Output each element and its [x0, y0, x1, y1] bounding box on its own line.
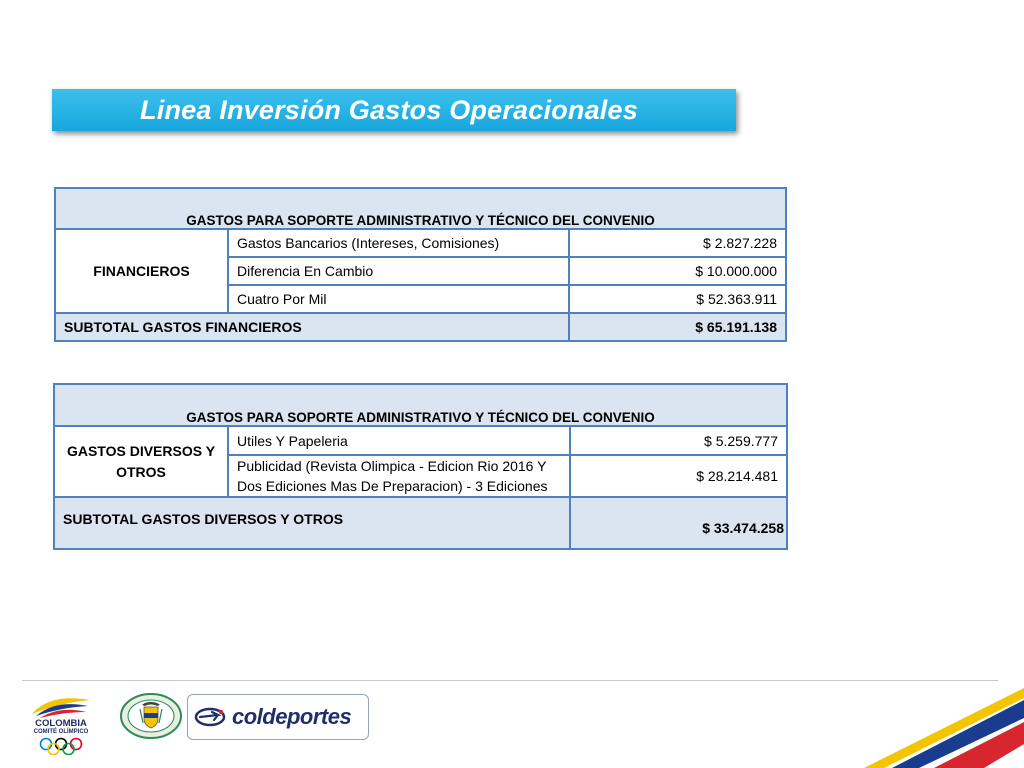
diversos-table	[53, 383, 788, 550]
table-header: GASTOS PARA SOPORTE ADMINISTRATIVO Y TÉCNICO DEL CONVENIO	[54, 384, 787, 426]
subtotal-row	[55, 313, 786, 341]
subtotal-label: SUBTOTAL GASTOS FINANCIEROS	[55, 313, 569, 341]
description-cell: Publicidad (Revista Olimpica - Edicion Rio 2016 Y Dos Ediciones Mas De Preparacion) - 3 Ediciones	[228, 455, 570, 497]
description-cell: Gastos Bancarios (Intereses, Comisiones)	[228, 229, 569, 257]
value-cell: $ 5.259.777	[570, 426, 787, 455]
olympic-rings-icon	[38, 737, 84, 755]
subtotal-value: $ 65.191.138	[569, 313, 786, 341]
value-cell: $ 2.827.228	[569, 229, 786, 257]
brand-name: coldeportes	[232, 704, 352, 729]
table-row	[55, 229, 786, 257]
coat-of-arms-icon	[120, 693, 182, 739]
financieros-table	[54, 187, 787, 342]
footer-divider	[22, 680, 998, 681]
description-cell: Utiles Y Papeleria	[228, 426, 570, 455]
category-cell: FINANCIEROS	[55, 229, 228, 313]
description-cell: Diferencia En Cambio	[228, 257, 569, 285]
table-row	[54, 426, 787, 455]
value-cell: $ 10.000.000	[569, 257, 786, 285]
tricolor-stripe	[824, 688, 1024, 768]
slide-title: Linea Inversión Gastos Operacionales	[140, 94, 638, 125]
table-header: GASTOS PARA SOPORTE ADMINISTRATIVO Y TÉCNICO DEL CONVENIO	[55, 188, 786, 229]
flame-icon	[26, 694, 96, 718]
runner-icon	[194, 706, 228, 728]
subtotal-value: $ 33.474.258	[570, 497, 787, 549]
comite-olimpico-logo	[26, 694, 96, 756]
republica-colombia-seal	[120, 693, 182, 739]
value-cell: $ 28.214.481	[570, 455, 787, 497]
title-banner	[52, 89, 736, 131]
description-cell: Cuatro Por Mil	[228, 285, 569, 313]
coldeportes-logo	[187, 694, 369, 740]
value-cell: $ 52.363.911	[569, 285, 786, 313]
subtotal-label: SUBTOTAL GASTOS DIVERSOS Y OTROS	[54, 497, 570, 549]
logo-colombia-text: COLOMBIA	[35, 718, 87, 729]
category-cell: GASTOS DIVERSOS Y OTROS	[54, 426, 228, 497]
logo-comite-text: COMITÉ OLÍMPICO	[33, 729, 89, 735]
subtotal-row	[54, 497, 787, 549]
